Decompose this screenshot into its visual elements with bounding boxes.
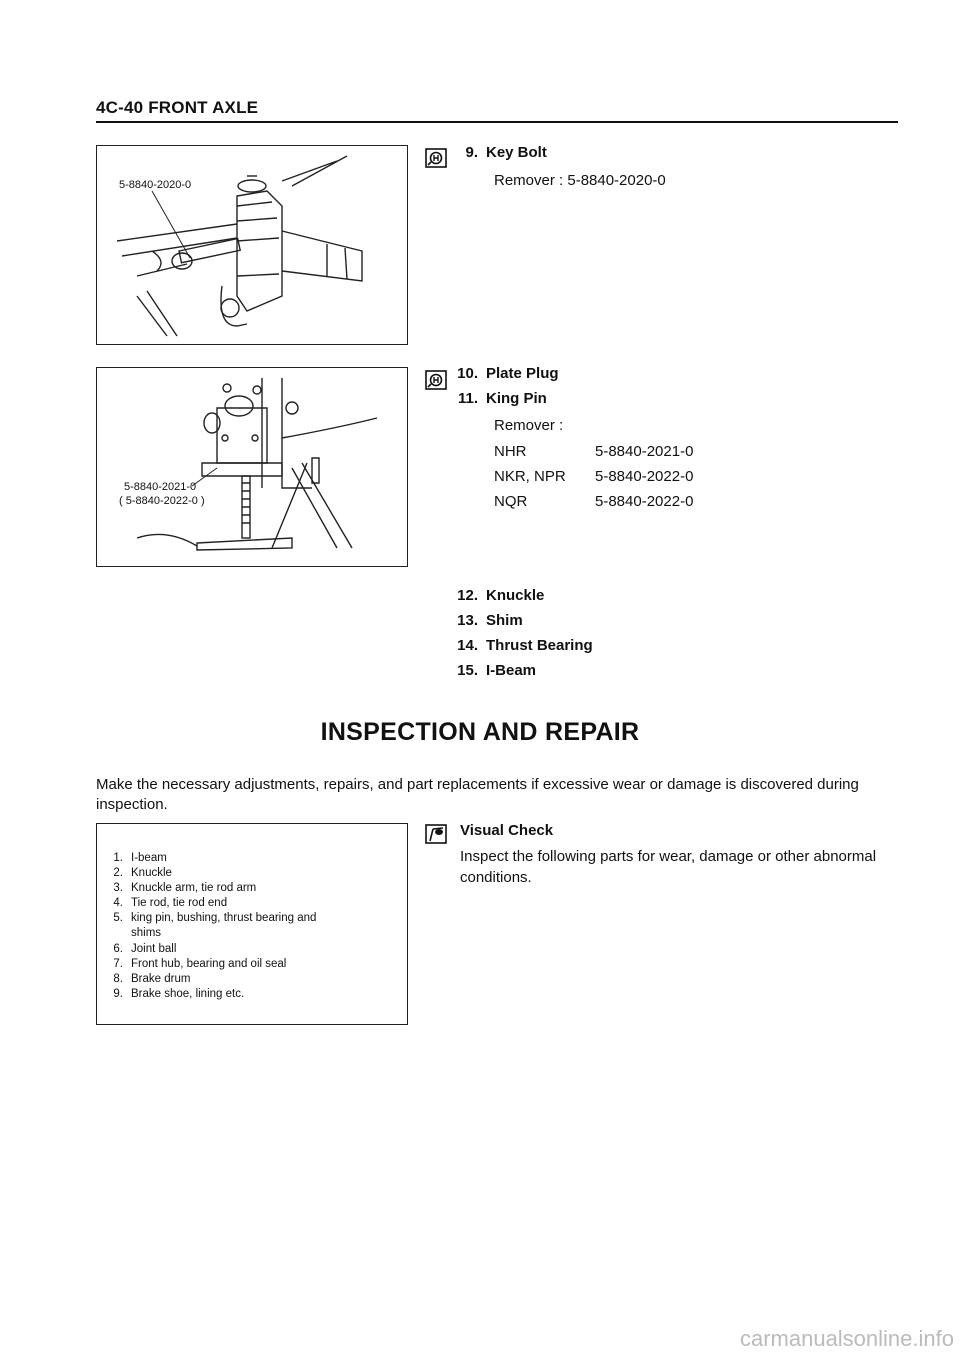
remover-row-model: NKR, NPR <box>494 468 566 485</box>
step-number: 15. <box>457 662 478 679</box>
list-item: 5. king pin, bushing, thrust bearing and <box>113 912 317 924</box>
step-label: Plate Plug <box>486 365 559 382</box>
step-12 <box>440 584 544 608</box>
figure-2-tool-label-a: 5-8840-2021-0 <box>124 481 197 493</box>
step-13 <box>440 609 523 633</box>
step-label: Thrust Bearing <box>486 637 593 654</box>
section-intro: Make the necessary adjustments, repairs, and part replacements if excessive wear or damage is discovered during inspection. <box>96 776 859 813</box>
figure-1-tool-label: 5-8840-2020-0 <box>119 179 192 191</box>
list-item: 3. Knuckle arm, tie rod arm <box>113 882 257 894</box>
list-item: 8. Brake drum <box>113 973 191 985</box>
remover-row-part: 5-8840-2022-0 <box>595 468 694 485</box>
step-11-remover: Remover : <box>494 417 564 434</box>
step-11 <box>440 387 547 411</box>
visual-check-icon <box>425 824 447 844</box>
list-item: shims <box>131 927 162 939</box>
step-10 <box>440 362 559 386</box>
step-label: Shim <box>486 612 523 629</box>
step-label: Knuckle <box>486 587 545 604</box>
page-title: 4C-40 FRONT AXLE <box>96 98 259 117</box>
step-label: I-Beam <box>486 662 537 679</box>
figure-king-pin-removal <box>96 367 408 567</box>
key-bolt-illustration <box>97 146 407 344</box>
visual-check-text: Inspect the following parts for wear, damage or other abnormal conditions. <box>460 848 877 886</box>
section-title: INSPECTION AND REPAIR <box>320 718 640 746</box>
step-15 <box>440 659 536 683</box>
list-item: 2. Knuckle <box>113 867 172 879</box>
header-rule <box>96 121 898 123</box>
remover-row-part: 5-8840-2022-0 <box>595 493 694 510</box>
figure-2-tool-label-b: ( 5-8840-2022-0 ) <box>119 495 205 507</box>
list-item: 7. Front hub, bearing and oil seal <box>113 958 287 970</box>
step-14 <box>440 634 593 658</box>
step-9 <box>440 141 547 165</box>
king-pin-illustration <box>97 368 407 566</box>
step-number: 12. <box>457 587 478 604</box>
step-number: 9. <box>465 144 478 161</box>
step-number: 11. <box>457 390 478 407</box>
remover-row-model: NQR <box>494 493 528 510</box>
step-label: King Pin <box>486 390 547 407</box>
step-number: 14. <box>457 637 478 654</box>
step-label: Key Bolt <box>486 144 547 161</box>
remover-row-model: NHR <box>494 443 527 460</box>
figure-key-bolt-removal <box>96 145 408 345</box>
inspection-list-box <box>96 823 408 1025</box>
step-9-remover: Remover : 5-8840-2020-0 <box>494 172 666 189</box>
list-item: 1. I-beam <box>113 852 167 864</box>
visual-check-title: Visual Check <box>460 822 554 839</box>
list-item: 4. Tie rod, tie rod end <box>113 897 228 909</box>
list-item: 9. Brake shoe, lining etc. <box>113 988 245 1000</box>
step-number: 10. <box>457 365 478 382</box>
watermark: carmanualsonline.info <box>739 1326 954 1351</box>
list-item: 6. Joint ball <box>113 943 177 955</box>
remover-row-part: 5-8840-2021-0 <box>595 443 694 460</box>
step-number: 13. <box>457 612 478 629</box>
